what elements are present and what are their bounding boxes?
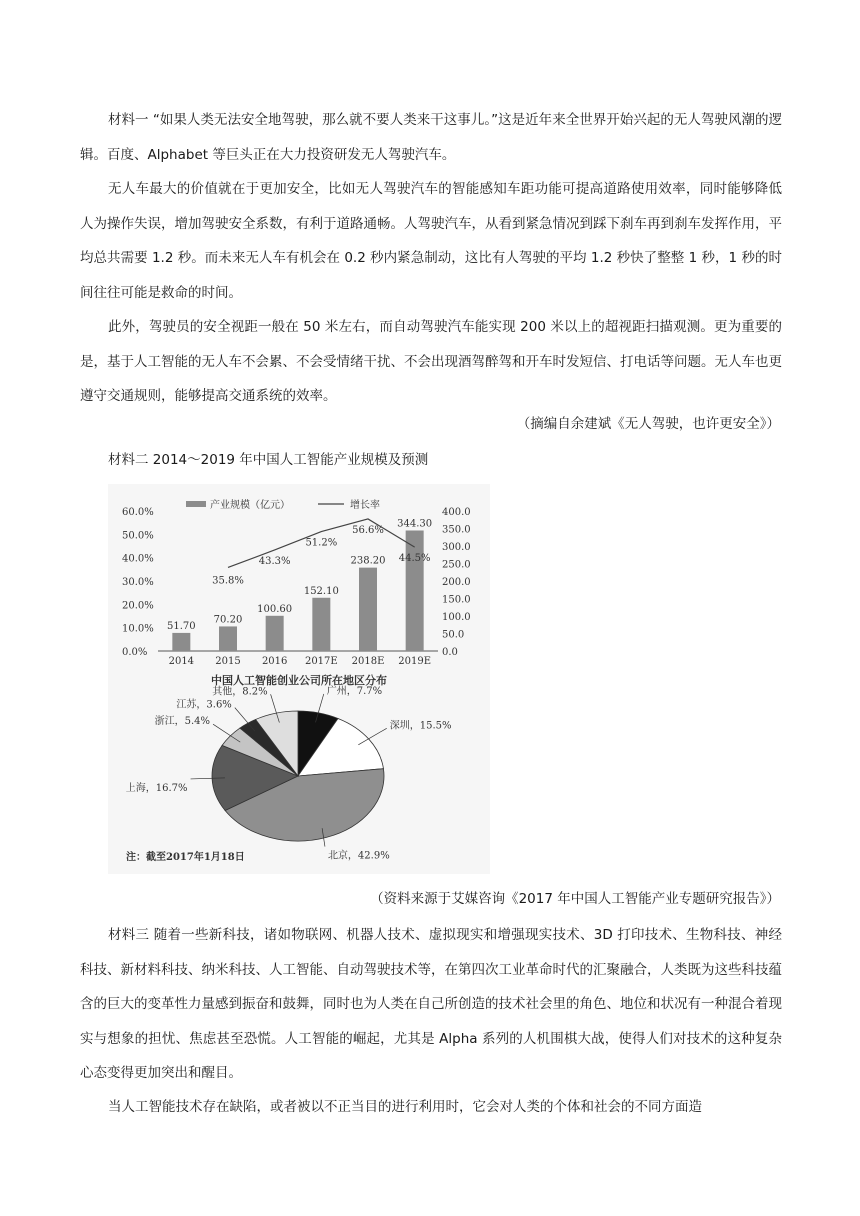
pie-title: 中国人工智能创业公司所在地区分布 <box>211 674 387 687</box>
y-left-tick-label: 50.0% <box>122 530 154 542</box>
material1-source: （摘编自余建斌《无人驾驶，也许更安全》） <box>516 416 780 432</box>
y-right-tick-label: 250.0 <box>442 559 471 571</box>
growth-rate-label: 56.6% <box>352 524 384 536</box>
y-left-tick-label: 10.0% <box>122 623 154 635</box>
y-right-tick-label: 400.0 <box>442 507 471 518</box>
figure <box>108 484 490 874</box>
pie-slice-label: 其他，8.2% <box>212 686 268 698</box>
y-right-tick-label: 300.0 <box>442 542 471 553</box>
bar-value-label: 152.10 <box>303 585 339 597</box>
y-right-tick-label: 200.0 <box>442 577 471 588</box>
bar-value-label: 51.70 <box>167 620 196 632</box>
pie-slice-label: 北京，42.9% <box>327 850 390 862</box>
legend-bar-label: 产业规模（亿元） <box>210 500 290 511</box>
growth-rate-label: 35.8% <box>212 575 244 587</box>
y-right-tick-label: 350.0 <box>442 524 471 536</box>
figure-note: 注：截至2017年1月18日 <box>126 852 245 863</box>
x-tick-label: 2019E <box>398 656 432 667</box>
material2-caption: 材料二 2014～2019 年中国人工智能产业规模及预测 <box>108 452 429 468</box>
y-right-tick-label: 50.0 <box>442 629 465 641</box>
y-left-tick-label: 40.0% <box>122 553 154 565</box>
y-left-tick-label: 30.0% <box>122 577 154 588</box>
bar <box>219 626 237 651</box>
pie-slice-label: 深圳，15.5% <box>389 720 452 732</box>
pie-slice-label: 江苏，3.6% <box>176 699 232 711</box>
bar-value-label: 344.30 <box>397 518 433 530</box>
figure-chart <box>108 484 490 874</box>
bar <box>359 568 377 651</box>
pie-slice-label: 广州，7.7% <box>326 685 383 697</box>
growth-rate-label: 51.2% <box>305 537 338 549</box>
y-right-tick-label: 100.0 <box>442 612 471 623</box>
material1-paragraph-3: 此外，驾驶员的安全视距一般在 50 米左右，而自动驾驶汽车能实现 200 米以上的超视距扫描观测。更为重要的是，基于人工智能的无人车不会累、不会受情绪干扰、不会出现酒驾醉驾和开车时发短信、打电话等问题。无人车也更遵守交通规则，能够提高交通系统的效率。 <box>80 319 782 404</box>
y-right-tick-label: 0.0 <box>442 647 458 658</box>
x-tick-label: 2016 <box>261 656 288 667</box>
x-tick-label: 2018E <box>351 656 385 667</box>
material3-paragraph-1: 材料三 随着一些新科技，诸如物联网、机器人技术、虚拟现实和增强现实技术、3D 打印技术、生物科技、神经科技、新材料科技、纳米科技、人工智能、自动驾驶技术等，在第四次工业革命时代的汇聚融合，人类既为这些科技蕴含的巨大的变革性力量感到振奋和鼓舞，同时也为人类在自己所创造的技术社会里的角色、地位和状况有一种混合着现实与想象的担忧、焦虑甚至恐慌。人工智能的崛起，尤其是 Alpha 系列的人机围棋大战，使得人们对技术的这种复杂心态变得更加突出和醒目。 <box>80 927 782 1081</box>
growth-rate-label: 44.5% <box>398 553 431 565</box>
material3-paragraph-2: 当人工智能技术存在缺陷，或者被以不正当目的进行利用时，它会对人类的个体和社会的不同方面造 <box>108 1099 702 1115</box>
pie-slice-label: 浙江，5.4% <box>154 716 211 728</box>
pie-slice-label: 上海，16.7% <box>125 782 188 794</box>
bar-value-label: 100.60 <box>257 603 293 615</box>
material2-source: （资料来源于艾媒咨询《2017 年中国人工智能产业专题研究报告》） <box>370 891 780 907</box>
legend-line-label: 增长率 <box>350 500 380 511</box>
material1-paragraph-1: 材料一 “如果人类无法安全地驾驶，那么就不要人类来干这事儿。”这是近年来全世界开始兴起的无人驾驶风潮的逻辑。百度、Alphabet 等巨头正在大力投资研发无人驾驶汽车。 <box>80 112 782 163</box>
y-left-tick-label: 60.0% <box>122 507 154 518</box>
bar <box>172 633 190 651</box>
growth-rate-label: 43.3% <box>258 555 291 567</box>
bar-value-label: 238.20 <box>350 555 386 567</box>
bar-value-label: 70.20 <box>213 614 243 626</box>
legend-bar-swatch <box>186 501 206 507</box>
y-left-tick-label: 20.0% <box>122 600 154 612</box>
material1-paragraph-2: 无人车最大的价值就在于更加安全，比如无人驾驶汽车的智能感知车距功能可提高道路使用效率，同时能够降低人为操作失误，增加驾驶安全系数，有利于道路通畅。人驾驶汽车，从看到紧急情况到踩下刹车再到刹车发挥作用，平均总共需要 1.2 秒。而未来无人车有机会在 0.2 秒内紧急制动，这比有人驾驶的平均 1.2 秒快了整整 1 秒，1 秒的时间往往可能是救命的时间。 <box>80 181 782 301</box>
pie-chart <box>126 684 452 862</box>
x-tick-label: 2014 <box>168 656 195 667</box>
bar <box>312 598 330 651</box>
x-tick-label: 2015 <box>215 656 241 667</box>
x-tick-label: 2017E <box>304 656 338 667</box>
y-right-tick-label: 150.0 <box>442 594 471 606</box>
bar <box>266 616 284 651</box>
bar-chart <box>122 507 471 667</box>
bar <box>406 530 424 651</box>
y-left-tick-label: 0.0% <box>122 647 148 658</box>
